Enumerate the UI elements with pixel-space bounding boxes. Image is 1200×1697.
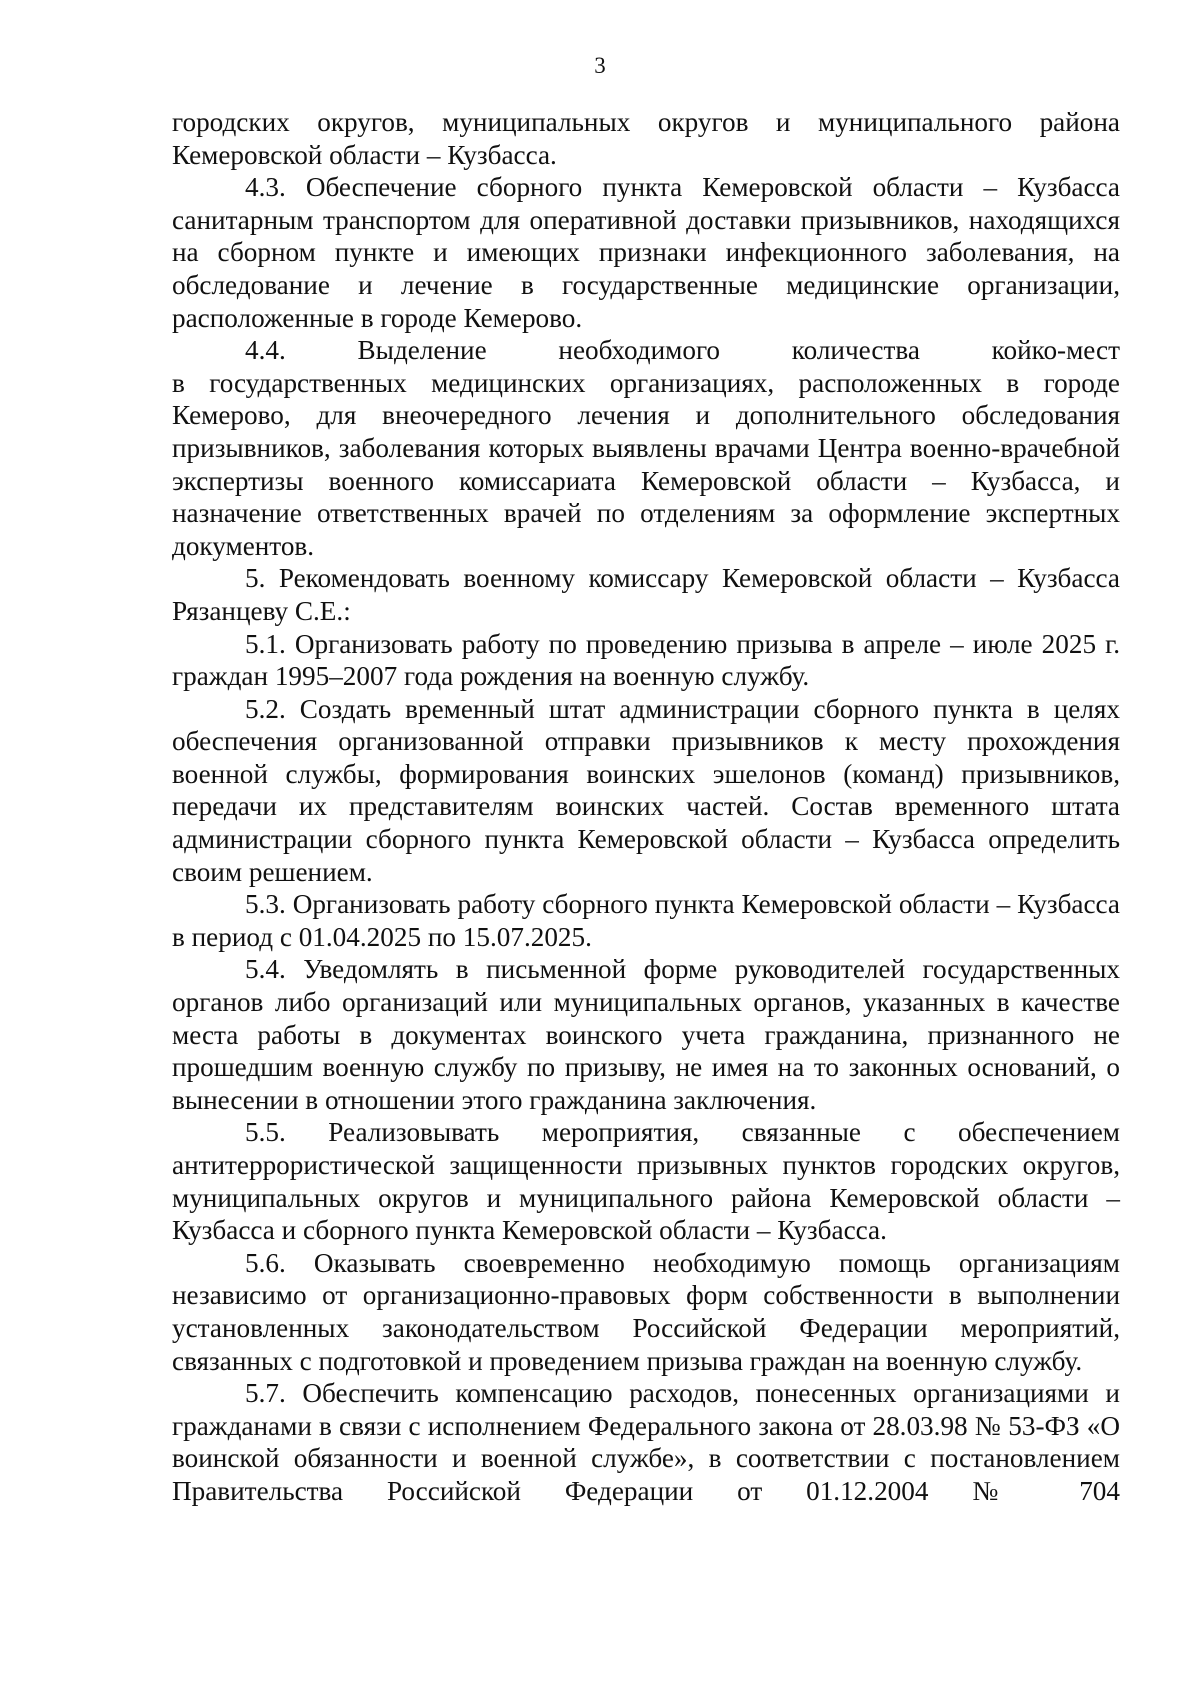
paragraph-5-6: 5.6. Оказывать своевременно необходимую помощь организациям независимо от организационно-правовых форм собственности в выполнении установленных законодательством Российской Федерации мероприятий, связанных с подготовкой и проведением призыва граждан на военную службу. — [172, 1247, 1120, 1376]
paragraph-5-4: 5.4. Уведомлять в письменной форме руководителей государственных органов либо организаций или муниципальных органов, указанных в качестве места работы в документах воинского учета гражданина, признанного не прошедшим военную службу по призыву, не имея на то законных оснований, о вынесении в отношении этого гражданина заключения. — [172, 954, 1120, 1115]
paragraph-4-4-body: в государственных медицинских организациях, расположенных в городе Кемерово, для внеочередного лечения и дополнительного обследования призывников, заболевания которых выявлены врачами Центра военно-врачебной экспертизы военного комиссариата Кемеровской области – Кузбасса, и назначение ответственных врачей по отделениям за оформление экспертных документов. — [172, 367, 1120, 561]
paragraph-5: 5. Рекомендовать военному комиссару Кемеровской области – Кузбасса Рязанцеву С.Е.: — [172, 563, 1120, 626]
paragraph-5-7: 5.7. Обеспечить компенсацию расходов, понесенных организациями и гражданами в связи с исполнением Федерального закона от 28.03.98 № 53-ФЗ «О воинской обязанности и военной службе», в соответствии с постановлением Правительства Российской Федерации от 01.12.2004 № 704 — [172, 1378, 1120, 1506]
paragraph-4-4-heading-line: 4.4. Выделение необходимого количества койко-мест — [245, 335, 1120, 366]
page-number: 3 — [594, 53, 606, 78]
paragraph-4-3: 4.3. Обеспечение сборного пункта Кемеровской области – Кузбасса санитарным транспортом для оперативной доставки призывников, находящихся на сборном пункте и имеющих признаки инфекционного заболевания, на обследование и лечение в государственные медицинские организации, расположенные в городе Кемерово. — [172, 172, 1120, 333]
document-body — [172, 106, 1120, 1508]
paragraph-continuation: городских округов, муниципальных округов и муниципального района Кемеровской области – Кузбасса. — [172, 107, 1120, 170]
paragraph-5-5: 5.5. Реализовывать мероприятия, связанные с обеспечением антитеррористической защищенности призывных пунктов городских округов, муниципальных округов и муниципального района Кемеровской области – Кузбасса и сборного пункта Кемеровской области – Кузбасса. — [172, 1117, 1120, 1246]
paragraph-5-2: 5.2. Создать временный штат администрации сборного пункта в целях обеспечения организованной отправки призывников к месту прохождения военной службы, формирования воинских эшелонов (команд) призывников, передачи их представителям воинских частей. Состав временного штата администрации сборного пункта Кемеровской области – Кузбасса определить своим решением. — [172, 693, 1120, 887]
paragraph-5-3: 5.3. Организовать работу сборного пункта Кемеровской области – Кузбасса в период с 01.04.2025 по 15.07.2025. — [172, 889, 1120, 952]
paragraph-5-1: 5.1. Организовать работу по проведению призыва в апреле – июле 2025 г. граждан 1995–2007 года рождения на военную службу. — [172, 628, 1120, 692]
